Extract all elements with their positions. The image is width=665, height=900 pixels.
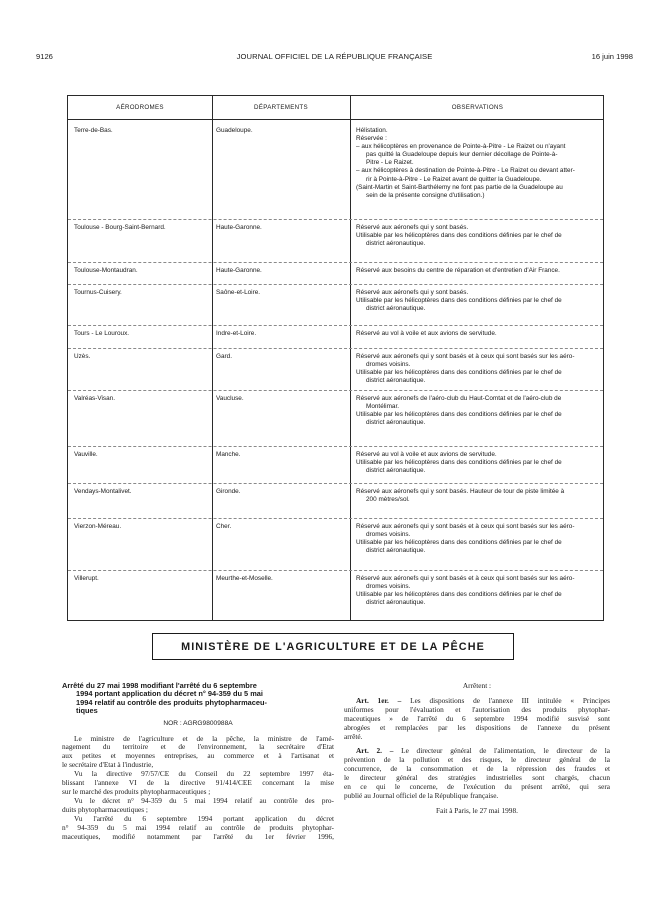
article-title-line: 1994 relatif au contrôle des produits phytopharmaceu- bbox=[76, 697, 267, 707]
aerodrome-cell: Terre-de-Bas. bbox=[74, 127, 113, 134]
row-separator bbox=[68, 390, 603, 391]
visa-paragraph bbox=[62, 735, 334, 771]
article-title bbox=[62, 682, 334, 716]
departement-cell: Vaucluse. bbox=[216, 395, 244, 402]
paragraph-line: maceutiques, modifié notamment par l'arrêté du 1er février 1996, bbox=[62, 831, 334, 841]
observations-cell bbox=[356, 267, 598, 275]
paragraph-line: le secrétaire d'Etat à l'industrie, bbox=[62, 760, 154, 770]
article-label: Art. 2. – bbox=[356, 746, 394, 756]
observations-cell bbox=[356, 575, 598, 607]
departement-cell: Gard. bbox=[216, 353, 232, 360]
observation-line: pas quitté la Guadeloupe depuis leur dernier décollage de Pointe-à- bbox=[366, 151, 558, 159]
article-line: maceutiques » de l'arrêté du 6 septembre 1994 modifié susvisé sont bbox=[344, 713, 610, 723]
article-text: Les dispositions de l'annexe III intitulée « Principes bbox=[410, 695, 611, 705]
article-text: Le directeur général de l'alimentation, le directeur de la bbox=[401, 746, 611, 756]
row-separator bbox=[68, 348, 603, 349]
article-right-column bbox=[344, 682, 610, 816]
article-line: publié au Journal officiel de la République française. bbox=[344, 790, 499, 800]
column-header-aerodromes: AÉRODROMES bbox=[116, 104, 164, 111]
observation-line: Montélimar. bbox=[366, 403, 400, 411]
observation-line: Pitre - Le Raizet. bbox=[366, 159, 414, 167]
visa-paragraph bbox=[62, 770, 334, 797]
observation-line: dromes voisins. bbox=[366, 361, 411, 369]
observations-cell bbox=[356, 353, 598, 385]
departement-cell: Meurthe-et-Moselle. bbox=[216, 575, 273, 582]
article-line: uniformes pour l'évaluation et l'autorisation des produits phytophar- bbox=[344, 704, 610, 714]
article-title-line: tiques bbox=[76, 706, 98, 716]
observation-line: Utilisable par les hélicoptères dans des conditions définies par le chef de bbox=[356, 459, 562, 467]
observation-line: Réservé aux aéronefs qui y sont basés et à ceux qui sont basés sur les aéro- bbox=[356, 523, 575, 530]
column-divider bbox=[350, 96, 351, 620]
aerodrome-cell: Vauville. bbox=[74, 451, 98, 458]
observation-line: Réservé aux aéronefs qui y sont basés. Hauteur de tour de piste limitée à bbox=[356, 488, 565, 495]
signature-place-date: Fait à Paris, le 27 mai 1998. bbox=[436, 805, 518, 815]
observation-line: dromes voisins. bbox=[366, 583, 411, 591]
observations-cell bbox=[356, 451, 598, 475]
article-line: arrêté. bbox=[344, 731, 363, 741]
observations-cell bbox=[356, 523, 598, 555]
observation-line: district aéronautique. bbox=[366, 419, 426, 427]
article-1 bbox=[344, 697, 610, 742]
aerodrome-cell: Toulouse-Montaudran. bbox=[74, 267, 138, 274]
row-separator bbox=[68, 518, 603, 519]
paragraph-line: n° 94-359 du 5 mai 1994 relatif au contrôle de produits phytophar- bbox=[62, 822, 334, 832]
observation-line: Réservé aux aéronefs de l'aéro-club du Haut-Comtat et de l'aéro-club de bbox=[356, 395, 562, 402]
paragraph-line: Vu la directive 97/57/CE du Conseil du 22 septembre 1997 éta- bbox=[74, 769, 334, 779]
visa-paragraph bbox=[62, 815, 334, 842]
observation-line: sein de la présente consigne d'utilisation.) bbox=[366, 191, 485, 199]
paragraph-line: sur le marché des produits phytopharmaceutiques ; bbox=[62, 786, 211, 796]
departement-cell: Haute-Garonne. bbox=[216, 267, 262, 274]
journal-title: JOURNAL OFFICIEL DE LA RÉPUBLIQUE FRANÇAISE bbox=[236, 52, 433, 61]
row-separator bbox=[68, 219, 603, 220]
aerodrome-cell: Uzès. bbox=[74, 353, 91, 360]
ministry-title: MINISTÈRE DE L'AGRICULTURE ET DE LA PÊCHE bbox=[181, 641, 485, 653]
page-header bbox=[36, 52, 633, 64]
article-line: le directeur général des stratégies industrielles sont chargés, chacun bbox=[344, 773, 610, 783]
visa-paragraph bbox=[62, 797, 334, 815]
aerodrome-cell: Tours - Le Louroux. bbox=[74, 330, 130, 337]
row-separator bbox=[68, 570, 603, 571]
observation-line: dromes voisins. bbox=[366, 531, 411, 539]
observations-cell bbox=[356, 330, 598, 338]
observations-cell bbox=[356, 488, 598, 504]
departement-cell: Manche. bbox=[216, 451, 241, 458]
observation-line: Réservé aux aéronefs qui y sont basés et à ceux qui sont basés sur les aéro- bbox=[356, 575, 575, 582]
row-separator bbox=[68, 284, 603, 285]
paragraph-line: Vu l'arrêté du 6 septembre 1994 portant application du décret bbox=[74, 813, 334, 823]
observation-line: Hélistation. bbox=[356, 127, 388, 134]
observation-line: district aéronautique. bbox=[366, 377, 426, 385]
observation-line: Utilisable par les hélicoptères dans des conditions définies par le chef de bbox=[356, 591, 562, 599]
observations-cell bbox=[356, 395, 598, 427]
article-line: concurrence, de la consommation et de la répression des fraudes et bbox=[344, 764, 610, 774]
table-header bbox=[68, 96, 603, 120]
observation-line: Utilisable par les hélicoptères dans des conditions définies par le chef de bbox=[356, 232, 562, 240]
article-left-column bbox=[62, 682, 334, 841]
aerodrome-cell: Valréas-Visan. bbox=[74, 395, 115, 402]
aerodromes-table bbox=[67, 95, 604, 621]
observation-line: district aéronautique. bbox=[366, 240, 426, 248]
observation-line: district aéronautique. bbox=[366, 547, 426, 555]
article-2 bbox=[344, 747, 610, 800]
observations-cell bbox=[356, 289, 598, 313]
aerodrome-cell: Tournus-Cuisery. bbox=[74, 289, 122, 296]
observation-line: Réservé aux aéronefs qui y sont basés. bbox=[356, 224, 469, 231]
observation-line: 200 mètres/sol. bbox=[366, 496, 410, 504]
observation-line: (Saint-Martin et Saint-Barthélemy ne font pas partie de la Guadeloupe au bbox=[356, 183, 563, 191]
nor-reference: NOR : AGRG9800988A bbox=[163, 719, 233, 727]
aerodrome-cell: Vierzon-Méreau. bbox=[74, 523, 122, 530]
observation-line: district aéronautique. bbox=[366, 305, 426, 313]
observation-line: Réservée : bbox=[356, 135, 387, 143]
paragraph-line: Vu le décret n° 94-359 du 5 mai 1994 relatif au contrôle des pro- bbox=[74, 795, 334, 805]
column-header-observations: OBSERVATIONS bbox=[451, 104, 504, 111]
column-divider bbox=[212, 96, 213, 620]
observations-cell bbox=[356, 224, 598, 248]
paragraph-line: duits phytopharmaceutiques ; bbox=[62, 804, 148, 814]
aerodrome-cell: Toulouse - Bourg-Saint-Bernard. bbox=[74, 224, 166, 231]
observation-line: Utilisable par les hélicoptères dans des conditions définies par le chef de bbox=[356, 411, 562, 419]
observation-line: Réservé au vol à voile et aux avions de servitude. bbox=[356, 330, 497, 337]
departement-cell: Saône-et-Loire. bbox=[216, 289, 261, 296]
observation-line: Réservé au vol à voile et aux avions de servitude. bbox=[356, 451, 497, 458]
article-title-line: Arrêté du 27 mai 1998 modifiant l'arrêté du 6 septembre bbox=[62, 681, 257, 690]
departement-cell: Guadeloupe. bbox=[216, 127, 253, 134]
article-label: Art. 1er. – bbox=[356, 695, 402, 705]
observation-line: Utilisable par les hélicoptères dans des conditions définies par le chef de bbox=[356, 297, 562, 305]
article-line: abrogées et remplacées par les dispositions de l'annexe du présent bbox=[344, 722, 610, 732]
paragraph-line: nagement du territoire et de l'environnement, la secrétaire d'Etat bbox=[62, 742, 334, 752]
row-separator bbox=[68, 325, 603, 326]
paragraph-line: Le ministre de l'agriculture et de la pêche, la ministre de l'amé- bbox=[74, 733, 334, 743]
observation-line: district aéronautique. bbox=[366, 599, 426, 607]
arretent-heading: Arrêtent : bbox=[462, 681, 492, 690]
row-separator bbox=[68, 262, 603, 263]
article-line: en ce qui le concerne, de l'exécution du présent arrêté, qui sera bbox=[344, 782, 610, 792]
observation-line: Réservé aux besoins du centre de réparation et d'entretien d'Air France. bbox=[356, 267, 560, 274]
issue-date: 16 juin 1998 bbox=[591, 52, 633, 61]
observation-line: – aux hélicoptères à destination de Pointe-à-Pitre - Le Raizet ou devant atter- bbox=[356, 167, 575, 175]
row-separator bbox=[68, 446, 603, 447]
paragraph-line: aux petites et moyennes entreprises, au commerce et à l'artisanat et bbox=[62, 751, 334, 761]
article-title-line: 1994 portant application du décret n° 94-359 du 5 mai bbox=[76, 689, 263, 699]
row-separator bbox=[68, 483, 603, 484]
observation-line: district aéronautique. bbox=[366, 467, 426, 475]
observation-line: Réservé aux aéronefs qui y sont basés. bbox=[356, 289, 469, 296]
observation-line: Réservé aux aéronefs qui y sont basés et à ceux qui sont basés sur les aéro- bbox=[356, 353, 575, 360]
observation-line: – aux hélicoptères en provenance de Pointe-à-Pitre - Le Raizet ou n'ayant bbox=[356, 143, 566, 151]
observations-cell bbox=[356, 127, 598, 200]
observation-line: Utilisable par les hélicoptères dans des conditions définies par le chef de bbox=[356, 369, 562, 377]
departement-cell: Indre-et-Loire. bbox=[216, 330, 257, 337]
observation-line: rir à Pointe-à-Pitre - Le Raizet avant de quitter la Guadeloupe. bbox=[366, 175, 542, 183]
article-line: prévention de la pollution et des risques, le directeur général de la bbox=[344, 755, 610, 765]
aerodrome-cell: Vendays-Montalivet. bbox=[74, 488, 132, 495]
aerodrome-cell: Villerupt. bbox=[74, 575, 99, 582]
ministry-heading bbox=[152, 633, 514, 660]
departement-cell: Cher. bbox=[216, 523, 232, 530]
page-number: 9126 bbox=[36, 52, 53, 61]
departement-cell: Haute-Garonne. bbox=[216, 224, 262, 231]
observation-line: Utilisable par les hélicoptères dans des conditions définies par le chef de bbox=[356, 539, 562, 547]
column-header-departements: DÉPARTEMENTS bbox=[254, 104, 308, 111]
departement-cell: Gironde. bbox=[216, 488, 241, 495]
paragraph-line: blissant l'annexe VI de la directive 91/414/CEE concernant la mise bbox=[62, 778, 334, 788]
